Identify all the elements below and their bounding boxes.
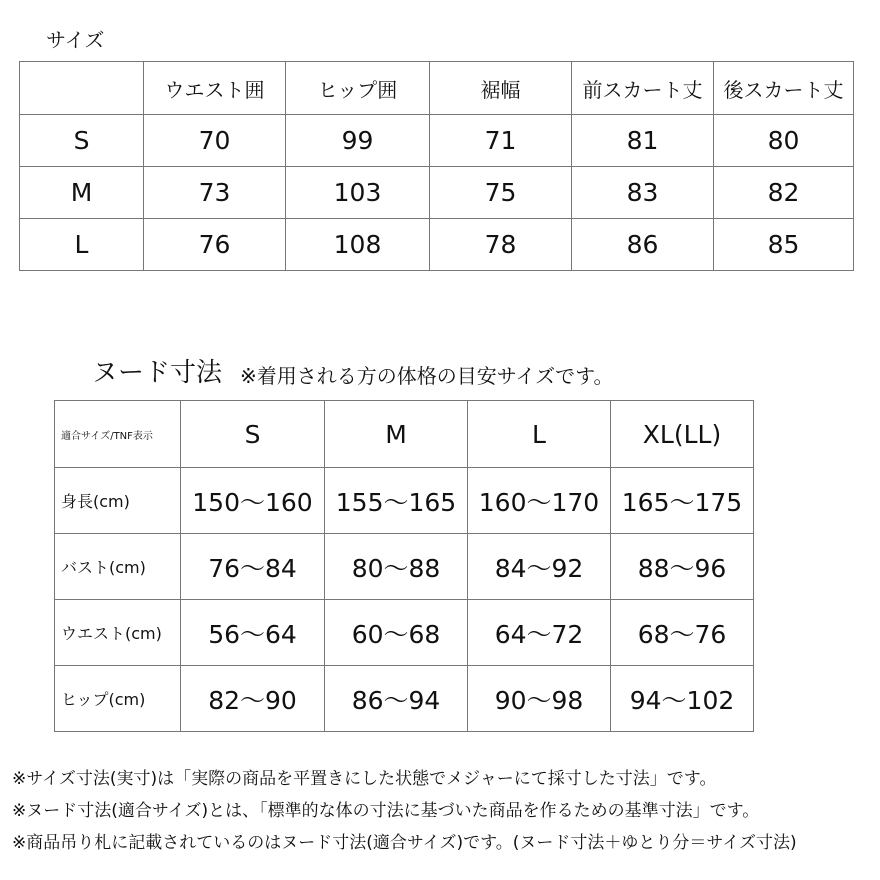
table-cell: 86 [572, 219, 714, 271]
nude-table-header-corner: 適合サイズ/TNF表示 [55, 401, 181, 468]
nude-table-header-l: L [468, 401, 611, 468]
size-label-cell: S [20, 115, 144, 167]
table-cell: 76〜84 [181, 534, 325, 600]
nude-table [54, 400, 754, 732]
table-cell: 103 [286, 167, 430, 219]
size-table [19, 61, 854, 271]
table-cell: 90〜98 [468, 666, 611, 732]
table-cell: 108 [286, 219, 430, 271]
table-cell: 88〜96 [611, 534, 754, 600]
nude-table-header-s: S [181, 401, 325, 468]
footnote-actual-size: ※サイズ寸法(実寸)は「実際の商品を平置きにした状態でメジャーにて採寸した寸法」です。 [12, 769, 717, 789]
row-label-cell: ウエスト(cm) [55, 600, 181, 666]
footnote-nude-size: ※ヌード寸法(適合サイズ)とは、「標準的な体の寸法に基づいた商品を作るための基準寸法」です。 [12, 801, 760, 821]
size-table-header-row [20, 62, 854, 115]
size-label-cell: L [20, 219, 144, 271]
size-table-header-hip: ヒップ囲 [286, 62, 430, 115]
table-cell: 76 [144, 219, 286, 271]
nude-table-row-waist [55, 600, 754, 666]
table-cell: 64〜72 [468, 600, 611, 666]
table-cell: 75 [430, 167, 572, 219]
table-cell: 82〜90 [181, 666, 325, 732]
table-cell: 86〜94 [325, 666, 468, 732]
size-table-row-l [20, 219, 854, 271]
table-cell: 80〜88 [325, 534, 468, 600]
size-table-header-waist: ウエスト囲 [144, 62, 286, 115]
table-cell: 71 [430, 115, 572, 167]
size-table-row-m [20, 167, 854, 219]
table-cell: 94〜102 [611, 666, 754, 732]
nude-table-title: ヌード寸法 [92, 358, 223, 388]
size-table-header-front-length: 前スカート丈 [572, 62, 714, 115]
table-cell: 80 [714, 115, 854, 167]
table-cell: 56〜64 [181, 600, 325, 666]
nude-table-header-row [55, 401, 754, 468]
nude-table-row-hip [55, 666, 754, 732]
row-label-cell: バスト(cm) [55, 534, 181, 600]
size-table-header-back-length: 後スカート丈 [714, 62, 854, 115]
row-label-cell: ヒップ(cm) [55, 666, 181, 732]
size-table-header-hem-width: 裾幅 [430, 62, 572, 115]
table-cell: 85 [714, 219, 854, 271]
footnote-tag-info: ※商品吊り札に記載されているのはヌード寸法(適合サイズ)です。(ヌード寸法＋ゆとり分＝サイズ寸法) [12, 833, 797, 853]
nude-table-row-bust [55, 534, 754, 600]
table-cell: 60〜68 [325, 600, 468, 666]
size-table-title: サイズ [46, 28, 105, 52]
table-cell: 73 [144, 167, 286, 219]
nude-table-header-xl: XL(LL) [611, 401, 754, 468]
table-cell: 150〜160 [181, 468, 325, 534]
table-cell: 70 [144, 115, 286, 167]
table-cell: 155〜165 [325, 468, 468, 534]
table-cell: 68〜76 [611, 600, 754, 666]
row-label-cell: 身長(cm) [55, 468, 181, 534]
size-table-header-corner [20, 62, 144, 115]
table-cell: 78 [430, 219, 572, 271]
table-cell: 81 [572, 115, 714, 167]
nude-table-header-m: M [325, 401, 468, 468]
table-cell: 83 [572, 167, 714, 219]
size-label-cell: M [20, 167, 144, 219]
table-cell: 99 [286, 115, 430, 167]
table-cell: 84〜92 [468, 534, 611, 600]
table-cell: 165〜175 [611, 468, 754, 534]
table-cell: 160〜170 [468, 468, 611, 534]
nude-table-row-height [55, 468, 754, 534]
size-table-row-s [20, 115, 854, 167]
nude-table-note: ※着用される方の体格の目安サイズです。 [240, 364, 614, 388]
table-cell: 82 [714, 167, 854, 219]
